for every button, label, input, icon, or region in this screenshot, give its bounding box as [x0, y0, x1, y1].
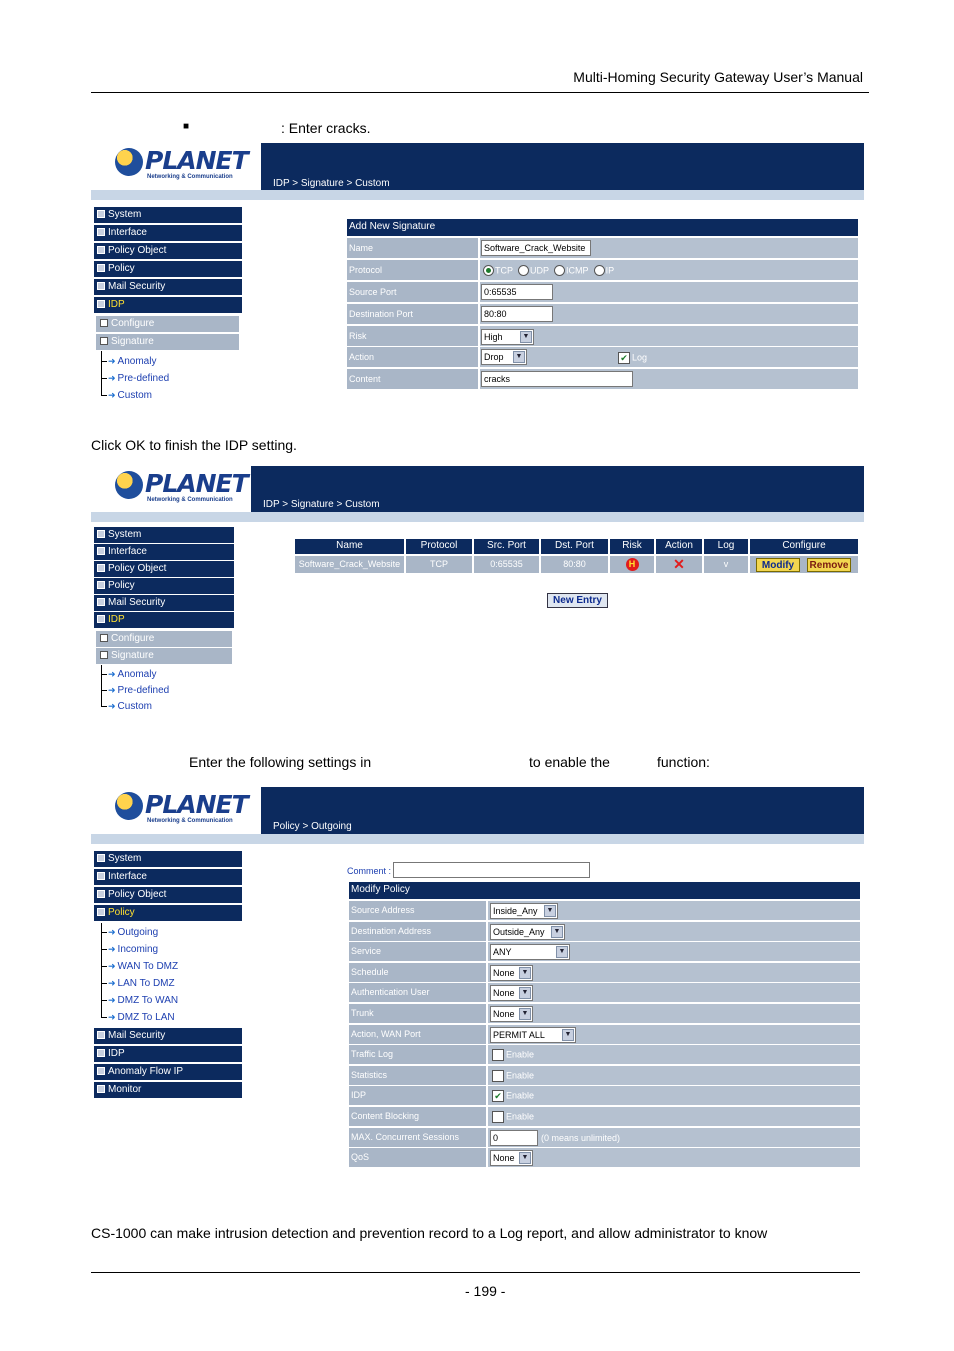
idp-checkbox[interactable]: ✔	[492, 1090, 504, 1102]
col-log: Log	[704, 539, 748, 554]
select-value: Drop	[484, 352, 504, 362]
expand-icon	[97, 1049, 105, 1057]
enter-settings-text-a: Enter the following settings in	[189, 754, 372, 770]
expand-icon	[97, 854, 105, 862]
name-input[interactable]: Software_Crack_Website	[481, 240, 591, 256]
planet-logo	[91, 466, 251, 513]
nav-mail-security[interactable]	[94, 279, 242, 295]
nav-signature[interactable]	[96, 648, 232, 664]
arrow-right-icon: ➜	[108, 669, 116, 679]
chevron-down-icon: ▼	[519, 967, 531, 979]
nav-label: IDP	[108, 1048, 125, 1059]
logo-tagline: Networking & Communication	[147, 497, 233, 503]
source-address-select[interactable]	[490, 903, 558, 919]
label-max-concurrent-sessions: MAX. Concurrent Sessions	[349, 1128, 486, 1147]
nav-label: System	[108, 853, 142, 864]
tree-incoming[interactable]	[108, 942, 158, 956]
col-dst-port: Dst. Port	[541, 539, 608, 554]
col-src-port: Src. Port	[474, 539, 539, 554]
nav-signature[interactable]	[96, 334, 239, 350]
arrow-right-icon: ➜	[108, 944, 116, 954]
nav-interface[interactable]	[94, 225, 242, 241]
expand-icon	[97, 547, 105, 555]
max-concurrent-sessions-input[interactable]: 0	[490, 1130, 538, 1146]
cell-protocol: TCP	[406, 556, 472, 573]
label-authentication-user: Authentication User	[349, 983, 486, 1002]
arrow-right-icon: ➜	[108, 961, 116, 971]
screenshot-modify-policy	[91, 787, 864, 1168]
arrow-right-icon: ➜	[108, 978, 116, 988]
enter-settings-text-c: function:	[657, 754, 710, 770]
nav-policy[interactable]	[94, 578, 234, 594]
label-statistics: Statistics	[349, 1066, 486, 1085]
expand-icon	[97, 615, 105, 623]
expand-icon	[97, 1085, 105, 1093]
protocol-tcp-radio[interactable]	[483, 265, 494, 276]
arrow-right-icon: ➜	[108, 1012, 116, 1022]
label-protocol: Protocol	[347, 260, 478, 280]
nav-label: Configure	[111, 633, 155, 644]
expand-icon	[97, 872, 105, 880]
tree-tick	[101, 674, 107, 675]
high-risk-icon: H	[626, 558, 639, 571]
arrow-right-icon: ➜	[108, 995, 116, 1005]
tree-tick	[101, 932, 107, 933]
tree-tick	[101, 966, 107, 967]
screenshot-custom-list	[91, 466, 864, 716]
tree-label: Anomaly	[117, 356, 157, 367]
globe-icon	[115, 148, 143, 176]
label-destination-port: Destination Port	[347, 304, 478, 324]
risk-select[interactable]	[481, 329, 534, 345]
tree-line	[101, 923, 102, 1018]
log-checkbox[interactable]: ✔	[618, 352, 630, 364]
nav-label: Policy	[108, 263, 135, 274]
expand-icon	[97, 264, 105, 272]
label-trunk: Trunk	[349, 1004, 486, 1023]
row-qos	[488, 1148, 860, 1167]
comment-input[interactable]	[393, 862, 590, 878]
col-configure: Configure	[750, 539, 858, 554]
nav-label: Anomaly Flow IP	[108, 1066, 184, 1077]
nav-configure[interactable]	[96, 631, 232, 647]
select-value: None	[493, 1009, 515, 1019]
nav-policy[interactable]	[94, 905, 242, 921]
tree-line	[101, 665, 102, 707]
expand-icon	[97, 300, 105, 308]
row-protocol	[480, 260, 858, 280]
header-rule	[91, 92, 869, 93]
select-value: None	[493, 1153, 515, 1163]
protocol-udp-radio[interactable]	[518, 265, 529, 276]
nav-interface[interactable]	[94, 544, 234, 560]
protocol-ip-radio[interactable]	[594, 265, 605, 276]
page-header-title: Multi-Homing Security Gateway User’s Manual	[573, 69, 863, 85]
expand-icon	[97, 598, 105, 606]
nav-label: Policy	[108, 580, 135, 591]
idp-checkbox-group	[492, 1089, 534, 1102]
traffic-log-checkbox-group	[492, 1048, 534, 1061]
enable-label: Enable	[506, 1049, 535, 1060]
tree-pre-defined[interactable]	[108, 371, 169, 385]
new-entry-button[interactable]: New Entry	[547, 593, 608, 608]
nav-policy-object[interactable]	[94, 887, 242, 903]
banner-strip	[91, 834, 864, 844]
modify-button[interactable]: Modify	[756, 558, 800, 572]
chevron-down-icon: ▼	[551, 926, 563, 938]
nav-label: Monitor	[108, 1084, 142, 1095]
tree-anomaly[interactable]	[108, 667, 156, 681]
log-label: Log	[632, 352, 648, 363]
qos-select[interactable]	[490, 1150, 533, 1166]
row-authentication-user	[488, 983, 860, 1002]
select-value: High	[484, 332, 503, 342]
expand-icon	[97, 282, 105, 290]
traffic-log-checkbox[interactable]	[492, 1049, 504, 1061]
logo-wordmark: PLANET	[145, 790, 248, 819]
nav-anomaly-flow-ip[interactable]	[94, 1064, 242, 1080]
nav-policy[interactable]	[94, 261, 242, 277]
chevron-down-icon: ▼	[562, 1029, 574, 1041]
nav-configure[interactable]	[96, 316, 239, 332]
tree-lan-to-dmz[interactable]	[108, 976, 175, 990]
footer-rule	[91, 1272, 860, 1273]
label-source-address: Source Address	[349, 901, 486, 920]
cell-action	[656, 556, 702, 573]
tree-label: Incoming	[117, 944, 159, 955]
label-action: Action	[347, 347, 478, 367]
row-action	[480, 347, 858, 367]
row-content	[480, 369, 858, 389]
tree-label: LAN To DMZ	[117, 978, 175, 989]
nav-monitor[interactable]	[94, 1082, 242, 1098]
expand-icon	[97, 581, 105, 589]
col-action: Action	[656, 539, 702, 554]
row-idp	[488, 1086, 860, 1105]
chevron-down-icon: ▼	[556, 946, 568, 958]
nav-label: IDP	[108, 614, 125, 625]
authentication-user-select[interactable]	[490, 985, 533, 1001]
cell-log: v	[704, 556, 748, 573]
source-port-input[interactable]: 0:65535	[481, 284, 553, 300]
nav-label: Signature	[111, 650, 154, 661]
nav-label: Interface	[108, 546, 147, 557]
row-service	[488, 942, 860, 961]
select-value: None	[493, 988, 515, 998]
tree-tick	[101, 949, 107, 950]
row-traffic-log	[488, 1045, 860, 1064]
nav-label: System	[108, 529, 142, 540]
label-schedule: Schedule	[349, 963, 486, 982]
log-checkbox-group	[618, 351, 647, 364]
content-input[interactable]: cracks	[481, 371, 633, 387]
row-risk	[480, 326, 858, 346]
nav-idp[interactable]	[94, 1046, 242, 1062]
select-value: PERMIT ALL	[493, 1030, 545, 1040]
action-select[interactable]	[481, 349, 527, 365]
tree-line	[101, 351, 102, 396]
enable-label: Enable	[506, 1070, 535, 1081]
row-statistics	[488, 1066, 860, 1085]
tree-tick	[101, 983, 107, 984]
cell-risk	[610, 556, 654, 573]
row-source-port	[480, 282, 858, 302]
row-destination-port	[480, 304, 858, 324]
nav-system[interactable]	[94, 207, 242, 223]
col-name: Name	[295, 539, 404, 554]
statistics-checkbox-group	[492, 1069, 534, 1082]
expand-icon	[97, 1067, 105, 1075]
row-source-address	[488, 901, 860, 920]
nav-interface[interactable]	[94, 869, 242, 885]
label-risk: Risk	[347, 326, 478, 346]
tree-label: DMZ To WAN	[117, 995, 179, 1006]
top-banner	[261, 143, 864, 190]
chevron-down-icon: ▼	[519, 1008, 531, 1020]
tree-tick	[101, 690, 107, 691]
form-title: Modify Policy	[349, 882, 860, 899]
tree-anomaly[interactable]	[108, 354, 156, 368]
row-schedule	[488, 963, 860, 982]
expand-icon	[100, 634, 108, 642]
footer-paragraph: CS-1000 can make intrusion detection and prevention record to a Log report, and allow administrator to know	[91, 1225, 768, 1241]
protocol-label: TCP	[495, 265, 513, 276]
row-content-blocking	[488, 1107, 860, 1126]
logo-tagline: Networking & Communication	[147, 174, 233, 180]
enter-settings-text-b: to enable the	[529, 754, 610, 770]
expand-icon	[97, 530, 105, 538]
enable-label: Enable	[506, 1111, 535, 1122]
action-wan-port-select[interactable]	[490, 1027, 576, 1043]
expand-icon	[97, 228, 105, 236]
expand-icon	[97, 210, 105, 218]
content-blocking-checkbox-group	[492, 1110, 534, 1123]
collapse-icon	[100, 337, 108, 345]
protocol-icmp-radio[interactable]	[554, 265, 565, 276]
chevron-down-icon: ▼	[519, 987, 531, 999]
nav-label: Policy Object	[108, 889, 167, 900]
protocol-label: UDP	[530, 265, 550, 276]
col-risk: Risk	[610, 539, 654, 554]
comment-label: Comment :	[347, 866, 392, 876]
label-traffic-log: Traffic Log	[349, 1045, 486, 1064]
breadcrumb: IDP > Signature > Custom	[263, 499, 380, 510]
service-select[interactable]	[490, 944, 570, 960]
banner-strip	[91, 190, 864, 200]
select-value: Inside_Any	[493, 906, 538, 916]
expand-icon	[97, 1031, 105, 1039]
nav-idp[interactable]	[94, 612, 234, 628]
nav-policy-object[interactable]	[94, 243, 242, 259]
top-banner	[261, 787, 864, 834]
expand-icon	[100, 319, 108, 327]
label-content: Content	[347, 369, 478, 389]
tree-tick	[101, 1000, 107, 1001]
tree-label: Pre-defined	[117, 373, 170, 384]
nav-label: Interface	[108, 871, 147, 882]
chevron-down-icon: ▼	[544, 905, 556, 917]
nav-system[interactable]	[94, 851, 242, 867]
cell-configure	[750, 556, 858, 573]
row-action-wan-port	[488, 1025, 860, 1044]
tree-outgoing[interactable]	[108, 925, 158, 939]
nav-policy-object[interactable]	[94, 561, 234, 577]
tree-label: Outgoing	[117, 927, 159, 938]
nav-label: Policy Object	[108, 245, 167, 256]
nav-idp[interactable]	[94, 297, 242, 313]
breadcrumb: IDP > Signature > Custom	[273, 178, 390, 189]
arrow-right-icon: ➜	[108, 390, 116, 400]
select-value: None	[493, 968, 515, 978]
planet-logo	[91, 143, 261, 190]
nav-label: System	[108, 209, 142, 220]
nav-label: Policy Object	[108, 563, 167, 574]
globe-icon	[115, 471, 143, 499]
nav-label: Policy	[108, 907, 135, 918]
nav-mail-security[interactable]	[94, 1028, 242, 1044]
label-destination-address: Destination Address	[349, 922, 486, 941]
label-content-blocking: Content Blocking	[349, 1107, 486, 1126]
schedule-select[interactable]	[490, 965, 533, 981]
select-value: ANY	[493, 947, 512, 957]
banner-strip	[91, 512, 864, 522]
max-sessions-note: (0 means unlimited)	[541, 1133, 621, 1143]
label-qos: QoS	[349, 1148, 486, 1167]
protocol-label: IP	[605, 265, 615, 276]
row-max-concurrent-sessions	[488, 1128, 860, 1147]
tree-tick	[101, 361, 107, 362]
tree-wan-to-dmz[interactable]	[108, 959, 178, 973]
chevron-down-icon: ▼	[513, 351, 525, 363]
tree-label: Custom	[117, 701, 152, 712]
row-trunk	[488, 1004, 860, 1023]
chevron-down-icon: ▼	[520, 331, 532, 343]
logo-tagline: Networking & Communication	[147, 818, 233, 824]
label-name: Name	[347, 238, 478, 258]
row-destination-address	[488, 922, 860, 941]
expand-icon	[97, 890, 105, 898]
nav-label: Mail Security	[108, 597, 166, 608]
label-action-wan-port: Action, WAN Port	[349, 1025, 486, 1044]
tree-tick	[101, 395, 107, 396]
tree-dmz-to-lan[interactable]	[108, 1010, 175, 1024]
nav-label: Configure	[111, 318, 155, 329]
tree-label: DMZ To LAN	[117, 1012, 175, 1023]
bullet-text: : Enter cracks.	[281, 120, 371, 136]
click-ok-text: Click OK to finish the IDP setting.	[91, 437, 297, 453]
row-name	[480, 238, 858, 258]
form-title: Add New Signature	[347, 219, 858, 236]
breadcrumb: Policy > Outgoing	[273, 821, 352, 832]
tree-custom[interactable]	[108, 699, 152, 713]
screenshot-add-signature	[91, 143, 864, 405]
logo-wordmark: PLANET	[145, 469, 248, 498]
nav-label: Mail Security	[108, 1030, 166, 1041]
tree-label: Anomaly	[117, 669, 157, 680]
select-value: Outside_Any	[493, 927, 545, 937]
bullet-marker: ■	[183, 121, 190, 132]
globe-icon	[115, 792, 143, 820]
nav-label: Interface	[108, 227, 147, 238]
destination-port-input[interactable]: 80:80	[481, 306, 553, 322]
cell-src-port: 0:65535	[474, 556, 539, 573]
page-number: - 199 -	[465, 1283, 506, 1299]
remove-button[interactable]: Remove	[807, 558, 851, 572]
tree-tick	[101, 706, 107, 707]
statistics-checkbox[interactable]	[492, 1070, 504, 1082]
tree-pre-defined[interactable]	[108, 683, 169, 697]
tree-label: WAN To DMZ	[117, 961, 179, 972]
arrow-right-icon: ➜	[108, 701, 116, 711]
chevron-down-icon: ▼	[519, 1152, 531, 1164]
tree-label: Custom	[117, 390, 152, 401]
cell-dst-port: 80:80	[541, 556, 608, 573]
logo-wordmark: PLANET	[145, 146, 248, 175]
tree-custom[interactable]	[108, 388, 152, 402]
trunk-select[interactable]	[490, 1006, 533, 1022]
protocol-label: ICMP	[566, 265, 589, 276]
tree-tick	[101, 1017, 107, 1018]
nav-label: Mail Security	[108, 281, 166, 292]
tree-label: Pre-defined	[117, 685, 170, 696]
destination-address-select[interactable]	[490, 924, 565, 940]
tree-tick	[101, 378, 107, 379]
label-service: Service	[349, 942, 486, 961]
arrow-right-icon: ➜	[108, 685, 116, 695]
tree-dmz-to-wan[interactable]	[108, 993, 178, 1007]
arrow-right-icon: ➜	[108, 356, 116, 366]
planet-logo	[91, 787, 261, 834]
enable-label: Enable	[506, 1090, 535, 1101]
content-blocking-checkbox[interactable]	[492, 1111, 504, 1123]
arrow-right-icon: ➜	[108, 927, 116, 937]
top-banner	[251, 466, 864, 512]
drop-x-icon: ✕	[673, 556, 685, 572]
nav-label: Signature	[111, 336, 154, 347]
collapse-icon	[100, 651, 108, 659]
expand-icon	[97, 246, 105, 254]
expand-icon	[97, 564, 105, 572]
label-idp: IDP	[349, 1086, 486, 1105]
label-source-port: Source Port	[347, 282, 478, 302]
cell-name: Software_Crack_Website	[295, 556, 404, 573]
arrow-right-icon: ➜	[108, 373, 116, 383]
nav-mail-security[interactable]	[94, 595, 234, 611]
nav-system[interactable]	[94, 527, 234, 543]
nav-label: IDP	[108, 299, 125, 310]
col-protocol: Protocol	[406, 539, 472, 554]
collapse-icon	[97, 908, 105, 916]
